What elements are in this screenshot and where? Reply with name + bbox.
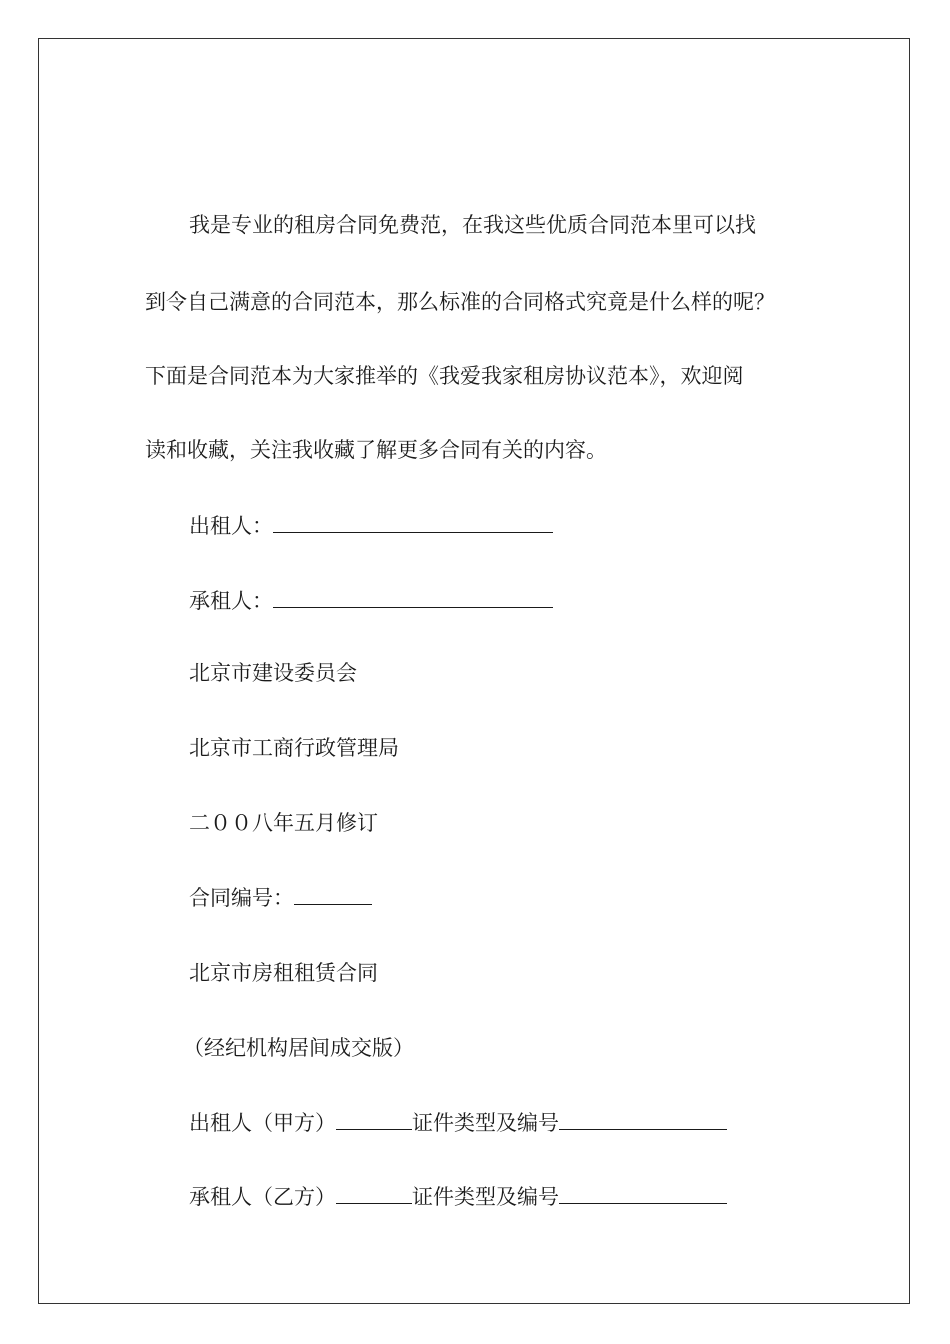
contract-title: 北京市房租租赁合同 — [189, 961, 378, 985]
intro-paragraph-line-2: 到令自己满意的合同范本，那么标准的合同格式究竟是什么样的呢？ — [145, 290, 775, 314]
lessee-label: 承租人： — [189, 589, 273, 613]
party-b-id-label: 证件类型及编号 — [412, 1185, 559, 1209]
lessor-line — [189, 514, 553, 538]
contract-number-label: 合同编号： — [189, 886, 294, 910]
party-a-label: 出租人（甲方） — [189, 1111, 336, 1135]
issuer-commerce-bureau: 北京市工商行政管理局 — [189, 736, 399, 760]
party-b-line — [189, 1185, 727, 1209]
lessee-blank — [273, 593, 553, 608]
party-a-id-blank — [559, 1115, 727, 1130]
contract-subtitle: （经纪机构居间成交版） — [183, 1036, 414, 1060]
lessor-blank — [273, 518, 553, 533]
intro-paragraph-line-3: 下面是合同范本为大家推举的《我爱我家租房协议范本》，欢迎阅 — [145, 364, 744, 388]
lessee-line — [189, 589, 553, 613]
revision-date: 二００八年五月修订 — [189, 811, 378, 835]
intro-paragraph-line-1: 我是专业的租房合同免费范，在我这些优质合同范本里可以找 — [189, 213, 756, 237]
contract-number-line — [189, 886, 372, 910]
party-b-label: 承租人（乙方） — [189, 1185, 336, 1209]
party-b-name-blank — [336, 1189, 412, 1204]
party-a-name-blank — [336, 1115, 412, 1130]
party-b-id-blank — [559, 1189, 727, 1204]
intro-paragraph-line-4: 读和收藏，关注我收藏了解更多合同有关的内容。 — [145, 438, 607, 462]
lessor-label: 出租人： — [189, 514, 273, 538]
party-a-id-label: 证件类型及编号 — [412, 1111, 559, 1135]
party-a-line — [189, 1111, 727, 1135]
contract-number-blank — [294, 890, 372, 905]
issuer-construction-committee: 北京市建设委员会 — [189, 661, 357, 685]
